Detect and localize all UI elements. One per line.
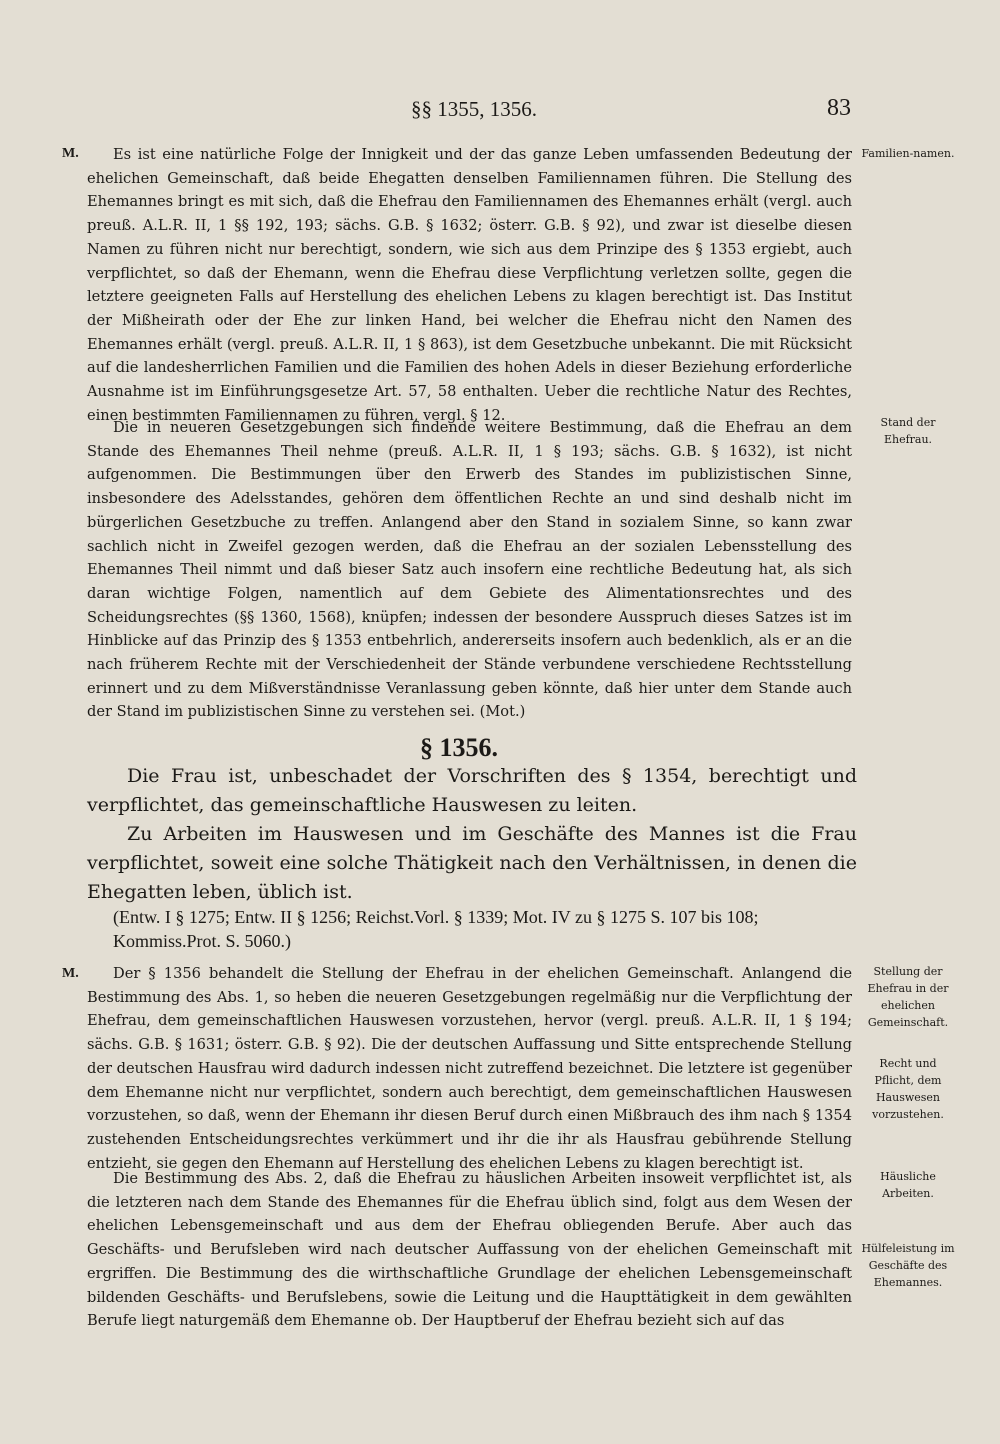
paragraph-text: Die Bestimmung des Abs. 2, daß die Ehefrau zu häuslichen Arbeiten insoweit verpflichtet ist, als die letzteren nach dem Stande des Ehemannes für die Ehefrau üblich sind, folgt aus dem Wesen der ehelichen Lebensgemeinschaft und aus dem der Ehefrau obliegenden Berufe. Aber auch das Geschäfts- und Berufsleben wird nach deutscher Auffassung von der ehelichen Gemeinschaft mit ergriffen. Die Bestimmung des die wirthschaftliche Grundlage der ehelichen Lebensgemeinschaft bildenden Geschäfts- und Berufslebens, sowie die Leitung und die Haupttätigkeit in dem gewählten Berufe liegt naturgemäß dem Ehemanne ob. Der Hauptberuf der Ehefrau bezieht sich auf das (87, 1170, 852, 1330)
section-heading: § 1356. (420, 733, 498, 762)
margin-note-stellung: Stellung der Ehefrau in der ehelichen Gemeinschaft. (867, 965, 949, 1029)
margin-note-familiennamen: Familien-namen. (861, 147, 955, 160)
margin-note-huelfeleistung: Hülfeleistung im Geschäfte des Ehemannes. (861, 1242, 955, 1289)
page-header (0, 97, 1000, 127)
margin-note-stand: Stand der Ehefrau. (880, 416, 936, 446)
motive-marker: M. (62, 146, 79, 161)
margin-note-recht-pflicht: Recht und Pflicht, dem Hauswesen vorzustehen. (872, 1057, 944, 1121)
paragraph-familiennamen (87, 143, 852, 427)
paragraph-stellung (87, 962, 852, 1175)
citation: (Entw. I § 1275; Entw. II § 1256; Reichst.Vorl. § 1339; Mot. IV zu § 1275 S. 107 bis 108; Kommiss.Prot. S. 5060.) (113, 907, 759, 951)
paragraph-text: Die in neueren Gesetzgebungen sich findende weitere Bestimmung, daß die Ehefrau an dem Stande des Ehemannes Theil nehme (preuß. A.L.R. II, 1 § 193; sächs. G.B. § 1632), ist nicht aufgenommen. Die Bestimmungen über den Erwerb des Standes im publizistischen Sinne, insbesondere des Adelsstandes, gehören dem öffentlichen Rechte an und sind deshalb nicht im bürgerlichen Gesetzbuche zu treffen. Anlangend aber den Stand in sozialem Sinne, so kann zwar sachlich nicht in Zweifel gezogen werden, daß die Ehefrau an der sozialen Lebensstellung des Ehemannes Theil nimmt und daß bieser Satz auch insofern eine rechtliche Bedeutung hat, als sich daran wichtige Folgen, namentlich auf dem Gebiete des Alimentationsrechtes und des Scheidungsrechtes (§§ 1360, 1568), knüpfen; indessen der besondere Ausspruch dieses Satzes ist im Hinblicke auf das Prinzip des § 1353 entbehrlich, andererseits insofern auch bedenklich, als er an die nach früherem Rechte mit der Verschiedenheit der Stände verbundene verschiedene Rechtsstellung erinnert und zu dem Mißverständnisse Veranlassung geben könnte, daß hier unter dem Stande auch der Stand im publizistischen Sinne zu verstehen sei. (Mot.) (87, 419, 852, 721)
law-text: Die Frau ist, unbeschadet der Vorschriften des § 1354, berechtigt und verpflichtet, das gemeinschaftliche Hauswesen zu leiten. (87, 765, 857, 816)
page-number: 83 (827, 95, 851, 121)
law-text-para-2 (87, 820, 857, 907)
paragraph-text: Es ist eine natürliche Folge der Innigkeit und der das ganze Leben umfassenden Bedeutung der ehelichen Gemeinschaft, daß beide Ehegatten denselben Familiennamen führen. Die Stellung des Ehemannes bringt es mit sich, daß die Ehefrau den Familiennamen des Ehemannes erhält (vergl. auch preuß. A.L.R. II, 1 §§ 192, 193; sächs. G.B. § 1632; österr. G.B. § 92), und zwar ist dieselbe diesen Namen zu führen nicht nur berechtigt, sondern, wie sich aus dem Prinzipe des § 1353 ergiebt, auch verpflichtet, so daß der Ehemann, wenn die Ehefrau diese Verpflichtung verletzen sollte, gegen die letztere geeigneten Falls auf Herstellung des ehelichen Lebens zu klagen berechtigt ist. Das Institut der Mißheirath oder der Ehe zur linken Hand, bei welcher die Ehefrau nicht den Namen des Ehemannes erhält (vergl. preuß. A.L.R. II, 1 § 863), ist dem Gesetzbuche unbekannt. Die mit Rücksicht auf die landesherrlichen Familien und die Familien des hohen Adels in dieser Beziehung erforderliche Ausnahme ist im Einführungsgesetze Art. 57, 58 enthalten. Ueber die rechtliche Natur des Rechtes, einen bestimmten Familiennamen zu führen, vergl. § 12. (87, 146, 852, 424)
running-head-sections: §§ 1355, 1356. (411, 97, 537, 121)
paragraph-text: Der § 1356 behandelt die Stellung der Ehefrau in der ehelichen Gemeinschaft. Anlangend die Bestimmung des Abs. 1, so heben die neueren Gesetzgebungen regelmäßig nur die Verpflichtung der Ehefrau, dem gemeinschaftlichen Hauswesen vorzustehen, hervor (vergl. preuß. A.L.R. II, 1 § 194; sächs. G.B. § 1631; österr. G.B. § 92). Die der deutschen Auffassung und Sitte entsprechende Stellung der deutschen Hausfrau wird dadurch indessen nicht zutreffend bezeichnet. Die letztere ist gegenüber dem Ehemanne nicht nur verpflichtet, sondern auch berechtigt, dem gemeinschaftlichen Hauswesen vorzustehen, so daß, wenn der Ehemann ihr diesen Beruf durch einen Mißbrauch des ihm nach § 1354 zustehenden Entscheidungsrechtes verkümmert und ihr die ihr als Hausfrau gebührende Stellung entzieht, sie gegen den Ehemann auf Herstellung des ehelichen Lebens zu klagen berechtigt ist. (87, 965, 852, 1172)
paragraph-bestimmung (87, 1167, 852, 1333)
motive-marker-2: M. (62, 966, 79, 981)
margin-note-haeusliche-arbeiten: Häusliche Arbeiten. (880, 1170, 936, 1200)
paragraph-stand (87, 416, 852, 724)
law-text: Zu Arbeiten im Hauswesen und im Geschäfte des Mannes ist die Frau verpflichtet, soweit eine solche Thätigkeit nach den Verhältnissen, in denen die Ehegatten leben, üblich ist. (87, 823, 857, 903)
law-text-para-1 (87, 762, 857, 820)
